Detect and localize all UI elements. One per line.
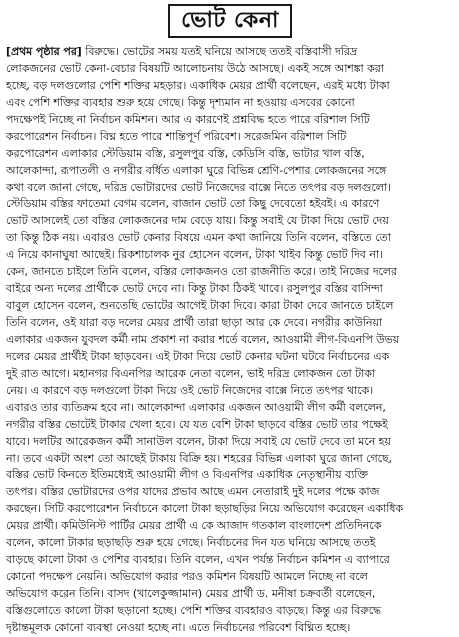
article-line: বাবুল হোসেন বলেন, শুনতেছি ভোটের আগেই টাকা দিবে। কারা টাকা দেবে জানতে চাইলে <box>6 299 394 313</box>
article-line: নেয়। এ কারণে বড় দলগুলো টাকা দিয়ে ওই ভোট নিজেদের বাক্সে নিতে তৎপর থাকে। <box>6 383 374 397</box>
article-line: বাড়ছে কালো টাকা ও পেশির ব্যবহার। তিনি বলেন, এখন পর্যন্ত নির্বাচন কমিশন এ ব্যাপারে <box>6 553 390 567</box>
article-line: অভিযোগ করেন তিনি। বাসদ (খালেকুজ্জামান) মেয়র প্রার্থী ড. মনীষা চক্রবর্তী বলেছেন, <box>6 587 376 600</box>
article-line: তা কিন্তু ঠিক নয়। এবারও ভোট কেনার বিষয়ে এমন কথা জানিয়ে তিনি বলেন, বস্তিতে তো <box>6 231 391 245</box>
article-line: দুই রাত আগে। মহানগর বিএনপির আরেক নেতা বলেন, ভাই দরিদ্র লোকজন তো টাকা <box>6 366 376 380</box>
article-line: এবং পেশি শক্তির ব্যবহার শুরু হয়ে গেছে। কিন্তু দৃশ্যমান না হওয়ায় এসবের কোনো <box>6 95 355 109</box>
article-line: তিনি বলেন, ওই যারা বড় দলের মেয়র প্রার্থী তারা ছাড়া আর কে দেবে। নগরীর কাউনিয়া <box>6 316 383 329</box>
article-line: কেন, জানতে চাইলে তিনি বলেন, বস্তির লোকজনও তো রাজনীতি করে। তাই নিজের দলের <box>6 265 398 279</box>
article-body <box>6 44 453 637</box>
article-line: এলাকার একজন যুবদল কর্মী নাম প্রকাশ না করার শর্তে বলেন, আওয়ামী লীগ-বিএনপি উভয় <box>6 332 400 346</box>
article-headline: ভোট কেনা <box>168 4 292 38</box>
continued-from-front-page-label: [প্রথম পৃষ্ঠার পর] <box>6 45 82 58</box>
article-line <box>6 44 453 61</box>
article-line: কোনো পদক্ষেপ নেয়নি। অভিযোগ করার পরও কমিশন বিষয়টি আমলে নিচ্ছে না বলে <box>6 570 368 584</box>
article-line: বাইরে অন্য দলের প্রার্থীকে ভোট দেবে না। কিন্তু টাকা ঠিকই খাবে। রসুলপুর বস্তির বাসিন্দা <box>6 282 383 296</box>
article-line: বস্তিগুলোতে কালো টাকা ছড়ানো হচ্ছে। পেশি শক্তির ব্যবহারও বাড়ছে। কিন্তু এর বিরুদ্ধে <box>6 603 382 617</box>
article-line: ভোট আসলেই তো বস্তির লোকজনের দাম বেড়ে যায়। কিন্তু সবাই যে টাকা দিয়ে ভোট দেয় <box>6 214 389 228</box>
article-line: মেয়র প্রার্থী। কমিউনিস্ট পার্টির মেয়র প্রার্থী এ কে আজাদ গতকাল বাংলাদেশ প্রতিদিনকে <box>6 519 382 533</box>
article-line: আলেকান্দা, রূপাতলী ও নগরীর বর্ধিত এলাকা ঘুরে বিভিন্ন শ্রেণি-পেশার লোকজনের সঙ্গে <box>6 163 387 177</box>
article-line: নগরীর বস্তির ভোটেই টাকার খেলা হবে। যে যত বেশি টাকা ছাড়বে বস্তির ভোট তার পক্ষেই <box>6 417 388 431</box>
article-line: বস্তির ভোট কিনতে ইতিমধ্যেই আওয়ামী লীগ ও বিএনপির একাধিক নেতৃস্থানীয় ব্যক্তি <box>6 468 368 482</box>
article-line: তৎপর। বস্তির ভোটারদের ওপর যাদের প্রভাব আছে এমন নেতারাই দুই দলের পক্ষে কাজ <box>6 485 380 499</box>
article-line: যাবে। দলটির আরেকজন কর্মী সানাউল বলেন, টাকা দিয়ে সবাই যে ভোট দেবে তা মনে হয় <box>6 434 391 448</box>
article-line-text: বিরুদ্ধে। ভোটের সময় যতই ঘনিয়ে আসছে ততই বস্তিবাসী দরিদ্র <box>81 45 358 58</box>
article-line: দলের মেয়র প্রার্থীই টাকা ছাড়বেন। এই টাকা দিয়ে ভোট কেনার ঘটনা ঘটবে নির্বাচনের এক <box>6 349 390 363</box>
article-line: এবারও তার ব্যতিক্রম হবে না। আলেকান্দা এলাকার একজন আওয়ামী লীগ কর্মী বললেন, <box>6 400 386 414</box>
article-line: করপোরেশন নির্বাচন। বিঘ্ন হতে পারে শান্তিপূর্ণ পরিবেশ। সরেজমিন বরিশাল সিটি <box>6 129 347 143</box>
article-line: বলেন, কালো টাকার ছড়াছড়ি শুরু হয়ে গেছে। নির্বাচনের দিন যত ঘনিয়ে আসছে ততই <box>6 536 376 550</box>
article-line: না। তবে একটা অংশ তো আছেই টাকায় বিক্রি হয়। শহরের বিভিন্ন এলাকা ঘুরে জানা গেছে, <box>6 451 393 465</box>
article-line: পদক্ষেপই নিচ্ছে না নির্বাচন কমিশন। আর এ কারণেই প্রশ্নবিদ্ধ হতে পারে বরিশাল সিটি <box>6 112 370 126</box>
article-line: দৃষ্টান্তমূলক কোনো ব্যবস্থা নেওয়া হচ্ছে না। এতে নির্বাচনের পরিবেশ বিঘ্নিত হচ্ছে। <box>6 620 351 634</box>
article-line: এ নিয়ে কানাঘুষা আছেই। রিকশাচালক নুর হোসেন বলেন, টাকা খাইব কিন্তু ভোট দিব না। <box>6 248 383 262</box>
article-line: করছেন। সিটি করপোরেশন নির্বাচনে কালো টাকা ছড়াছড়ির নিয়ে অভিযোগ করেছেন একাধিক <box>6 502 404 516</box>
article-line: কথা বলে জানা গেছে, দরিদ্র ভোটারদের ভোট নিজেদের বাক্সে নিতে তৎপর বড় দলগুলো। <box>6 180 391 194</box>
article-line: করপোরেশন এলাকার স্টেডিয়াম বস্তি, রসুলপুর বস্তি, কেডিসি বস্তি, ভাটার খাল বস্তি, <box>6 146 365 160</box>
article-line: হচ্ছে, বড় দলগুলোর পেশি শক্তির মহড়ার। একাধিক মেয়র প্রার্থী বলেছেন, এরই মধ্যে টাকা <box>6 78 390 92</box>
article-line: লোকজনের ভোট কেনা-বেচার বিষয়টি আলোচনায় উঠে আসছে। একই সঙ্গে আশঙ্কা করা <box>6 61 384 75</box>
article-line: স্টেডিয়াম বস্তির ফাতেমা বেগম বলেন, বাজান ভোট তো কিছু দেবেতো হইবই। এ কারণে <box>6 197 380 211</box>
